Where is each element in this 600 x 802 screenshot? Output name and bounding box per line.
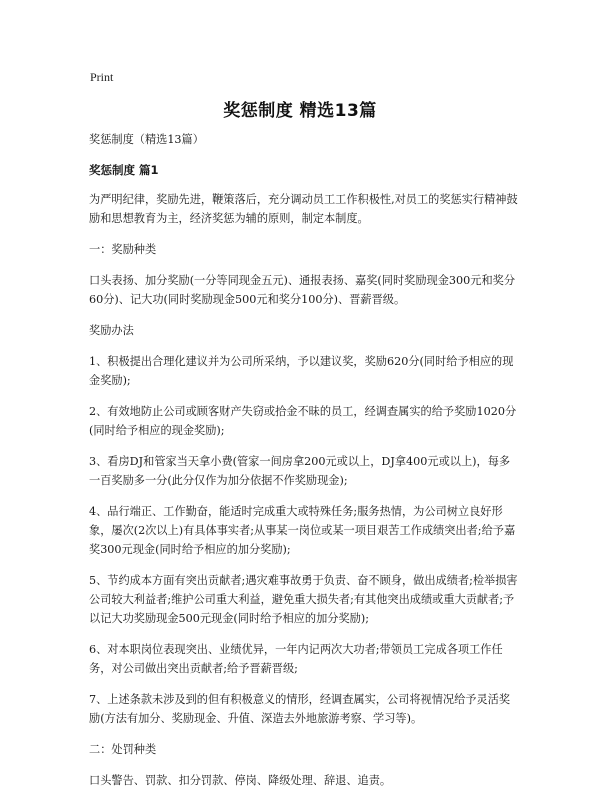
paragraph-penalty-types: 口头警告、罚款、扣分罚款、停岗、降级处理、辞退、追责。 — [89, 774, 392, 787]
document-body — [89, 130, 519, 802]
document-title: 奖惩制度 精选13篇 — [223, 101, 377, 121]
paragraph-item-3: 3、看房DJ和管家当天拿小费(管家一间房拿200元或以上，DJ拿400元或以上)，每多一百奖励多一分(此分仅作为加分依据不作奖励现金); — [89, 455, 511, 487]
paragraph-item-5: 5、节约成本方面有突出贡献者;遇灾难事故勇于负责、奋不顾身，做出成绩者;检举损害公司较大利益者;维护公司重大利益，避免重大损失者;有其他突出成绩或重大贡献者;予以记大功奖励现金500元现金(同时给予相应的加分奖励); — [89, 574, 518, 625]
paragraph-intro: 为严明纪律，奖励先进，鞭策落后，充分调动员工工作积极性,对员工的奖惩实行精神鼓励和思想教育为主，经济奖惩为辅的原则，制定本制度。 — [89, 193, 518, 225]
paragraph-item-4: 4、品行端正、工作勤奋，能适时完成重大或特殊任务;服务热情，为公司树立良好形象，屡次(2次以上)有具体事实者;从事某一岗位或某一项目艰苦工作成绩突出者;给予嘉奖300元现金(同时给予相应的加分奖励); — [89, 505, 516, 556]
heading-penalty-types: 二：处罚种类 — [89, 743, 157, 756]
paragraph-item-2: 2、有效地防止公司或顾客财产失窃或拾金不昧的员工，经调查属实的给予奖励1020分(同时给予相应的现金奖励); — [89, 405, 517, 437]
paragraph-reward-types: 口头表扬、加分奖励(一分等同现金五元)、通报表扬、嘉奖(同时奖励现金300元和奖分60分)、记大功(同时奖励现金500元和奖分100分)、晋薪晋级。 — [89, 274, 516, 306]
paragraph-item-6: 6、对本职岗位表现突出、业绩优异，一年内记两次大功者;带领员工完成各项工作任务，对公司做出突出贡献者;给予晋薪晋级; — [89, 643, 503, 675]
heading-reward-methods: 奖励办法 — [89, 324, 134, 337]
section-heading: 奖惩制度 篇1 — [89, 163, 159, 177]
print-label: Print — [90, 70, 114, 84]
heading-reward-types: 一：奖励种类 — [89, 243, 157, 256]
paragraph-item-7: 7、上述条款未涉及到的但有积极意义的情形，经调查属实，公司将视情况给予灵活奖励(方法有加分、奖励现金、升值、深造去外地旅游考察、学习等)。 — [89, 693, 511, 725]
document-subtitle: 奖惩制度（精选13篇） — [89, 133, 204, 146]
paragraph-item-1: 1、积极提出合理化建议并为公司所采纳，予以建议奖，奖励620分(同时给予相应的现金奖励); — [89, 355, 514, 387]
